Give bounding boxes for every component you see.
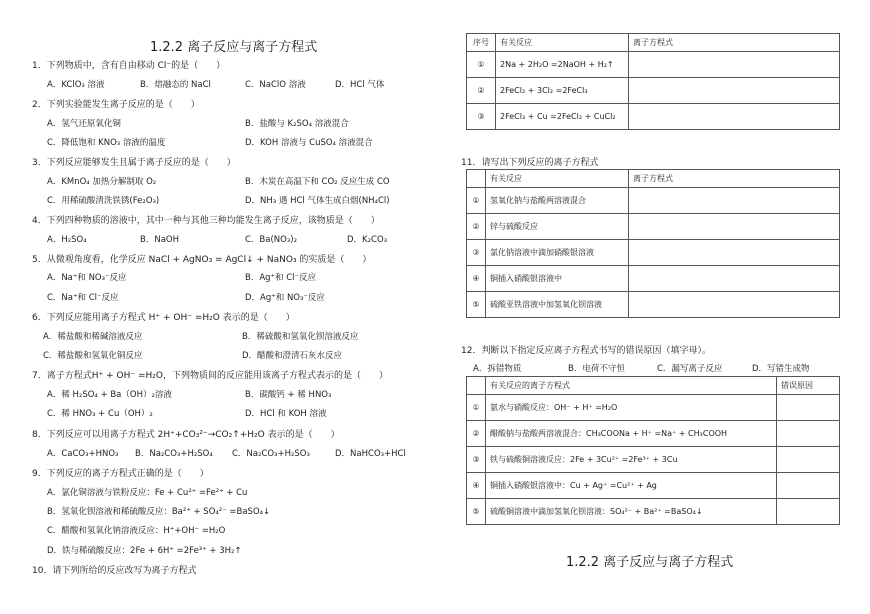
question-7-stem: 7．离子方程式H⁺ + OH⁻ =H₂O，下列物质间的反应能用该离子方程式表示的是（ ） [32, 371, 388, 381]
q2-option-b: B．盐酸与 K₂SO₄ 溶液混合 [245, 119, 349, 129]
row-number: ② [467, 421, 486, 447]
q4-option-a: A．H₂SO₄ [47, 235, 87, 245]
q12-option-d: D．写错生成物 [752, 364, 810, 374]
q2-option-d: D．KOH 溶液与 CuSO₄ 溶液混合 [245, 138, 373, 148]
reaction-cell: 铜插入硝酸银溶液中 [486, 266, 629, 292]
equation-cell: 氨水与硝酸反应：OH⁻ + H⁺ =H₂O [486, 395, 777, 421]
q8-option-d: D．NaHCO₃+HCl [335, 449, 406, 459]
question-5-stem: 5．从微观角度看，化学反应 NaCl + AgNO₃ = AgCl↓ + NaNO₃ 的实质是（ ） [32, 255, 372, 265]
q10-table [466, 33, 840, 130]
reason-answer-cell[interactable] [777, 499, 840, 525]
q2-option-c: C．降低饱和 KNO₃ 溶液的温度 [47, 138, 166, 148]
q8-option-c: C．Na₂CO₃+H₂SO₃ [232, 449, 310, 459]
page-title-repeat: 1.2.2 离子反应与离子方程式 [566, 555, 734, 570]
row-number: ① [467, 395, 486, 421]
q8-option-a: A．CaCO₃+HNO₃ [47, 449, 119, 459]
q6-option-d: D．醋酸和澄清石灰水反应 [242, 351, 343, 361]
q3-option-b: B．木炭在高温下和 CO₂ 反应生成 CO [245, 177, 390, 187]
table-row [467, 447, 840, 473]
row-number: ④ [467, 266, 486, 292]
q3-option-a: A．KMnO₄ 加热分解制取 O₂ [47, 177, 157, 187]
table-row [467, 104, 840, 130]
question-9-stem: 9．下列反应的离子方程式正确的是（ ） [32, 469, 209, 479]
table-row [467, 52, 840, 78]
equation-cell: 醋酸钠与盐酸两溶液混合：CH₃COONa + H⁺ =Na⁺ + CH₃COOH [486, 421, 777, 447]
reaction-cell: 2FeCl₂ + 3Cl₂ =2FeCl₃ [496, 78, 629, 104]
row-number: ① [467, 188, 486, 214]
reaction-cell: 2FeCl₃ + Cu =2FeCl₂ + CuCl₂ [496, 104, 629, 130]
reason-answer-cell[interactable] [777, 473, 840, 499]
q7-option-d: D．HCl 和 KOH 溶液 [245, 409, 327, 419]
q12-option-c: C．漏写离子反应 [657, 364, 723, 374]
q11-table [466, 169, 840, 318]
table-row [467, 214, 840, 240]
q8-option-b: B．Na₂CO₃+H₂SO₄ [135, 449, 213, 459]
q9-option-b: B．氢氧化钡溶液和稀硫酸反应：Ba²⁺ + SO₄²⁻ =BaSO₄↓ [47, 507, 271, 517]
q3-option-d: D．NH₃ 遇 HCl 气体生成白烟(NH₄Cl) [245, 196, 390, 206]
question-3-stem: 3．下列反应能够发生且属于离子反应的是（ ） [32, 158, 236, 168]
question-2-stem: 2．下列实验能发生离子反应的是（ ） [32, 100, 200, 110]
q1-option-d: D．HCl 气体 [335, 80, 385, 90]
table-row [467, 78, 840, 104]
q9-option-a: A．氯化铜溶液与铁粉反应：Fe + Cu²⁺ =Fe²⁺ + Cu [47, 488, 248, 498]
row-number: ④ [467, 473, 486, 499]
q6-option-c: C．稀盐酸和氢氧化铜反应 [43, 351, 143, 361]
q6-option-a: A．稀盐酸和稀碱溶液反应 [43, 332, 143, 342]
q10-header-no: 序号 [467, 34, 496, 52]
q3-option-c: C．用稀硫酸清洗铁锈(Fe₂O₃) [47, 196, 160, 206]
q9-option-c: C．醋酸和氢氧化钠溶液反应：H⁺+OH⁻ =H₂O [47, 526, 226, 536]
q5-option-d: D．Ag⁺和 NO₃⁻反应 [245, 293, 325, 303]
row-number: ① [467, 52, 496, 78]
question-12-stem: 12．判断以下指定反应离子方程式书写的错误原因（填字母）。 [461, 346, 711, 356]
reason-answer-cell[interactable] [777, 395, 840, 421]
table-row [467, 266, 840, 292]
row-number: ② [467, 78, 496, 104]
reaction-cell: 氯化钠溶液中滴加硝酸银溶液 [486, 240, 629, 266]
q2-option-a: A．氢气还原氧化铜 [47, 119, 121, 129]
page-title: 1.2.2 离子反应与离子方程式 [150, 40, 318, 55]
equation-cell: 铜插入硝酸银溶液中：Cu + Ag⁺ =Cu²⁺ + Ag [486, 473, 777, 499]
question-6-stem: 6．下列反应能用离子方程式 H⁺ + OH⁻ =H₂O 表示的是（ ） [32, 313, 295, 323]
equation-answer-cell[interactable] [629, 292, 840, 318]
equation-answer-cell[interactable] [629, 240, 840, 266]
q11-header-no [467, 170, 486, 188]
question-10-stem: 10．请下列所给的反应改写为离子方程式 [32, 566, 197, 576]
reason-answer-cell[interactable] [777, 447, 840, 473]
q1-option-a: A．KClO₃ 溶液 [47, 80, 105, 90]
equation-answer-cell[interactable] [629, 104, 840, 130]
equation-answer-cell[interactable] [629, 188, 840, 214]
q11-header-reaction: 有关反应 [486, 170, 629, 188]
equation-answer-cell[interactable] [629, 214, 840, 240]
row-number: ② [467, 214, 486, 240]
table-row [467, 499, 840, 525]
q5-option-c: C．Na⁺和 Cl⁻反应 [47, 293, 119, 303]
q7-option-b: B．碳酸钙 + 稀 HNO₃ [245, 390, 332, 400]
q10-header-equation: 离子方程式 [629, 34, 840, 52]
row-number: ③ [467, 240, 486, 266]
equation-answer-cell[interactable] [629, 266, 840, 292]
reaction-cell: 氢氧化钠与盐酸两溶液混合 [486, 188, 629, 214]
q6-option-b: B．稀硫酸和氢氧化钡溶液反应 [242, 332, 359, 342]
q12-header-equation: 有关反应的离子方程式 [486, 377, 777, 395]
q5-option-b: B．Ag⁺和 Cl⁻反应 [245, 273, 317, 283]
q1-option-b: B．熔融态的 NaCl [140, 80, 211, 90]
row-number: ③ [467, 447, 486, 473]
row-number: ③ [467, 104, 496, 130]
q12-table [466, 376, 840, 525]
q4-option-c: C．Ba(NO₃)₂ [245, 235, 297, 245]
question-1-stem: 1．下列物质中，含有自由移动 Cl⁻的是（ ） [32, 61, 226, 71]
equation-answer-cell[interactable] [629, 78, 840, 104]
reaction-cell: 2Na + 2H₂O =2NaOH + H₂↑ [496, 52, 629, 78]
q12-option-a: A．拆错物质 [473, 364, 522, 374]
table-row [467, 395, 840, 421]
row-number: ⑤ [467, 499, 486, 525]
q7-option-c: C．稀 HNO₃ + Cu（OH）₂ [47, 409, 153, 419]
q4-option-d: D．K₂CO₃ [347, 235, 388, 245]
q7-option-a: A．稀 H₂SO₄ + Ba（OH）₂溶液 [47, 390, 172, 400]
reaction-cell: 锌与硫酸反应 [486, 214, 629, 240]
q12-header-no [467, 377, 486, 395]
table-row [467, 421, 840, 447]
table-row [467, 240, 840, 266]
question-11-stem: 11．请写出下列反应的离子方程式 [461, 158, 599, 168]
reason-answer-cell[interactable] [777, 421, 840, 447]
table-row [467, 473, 840, 499]
equation-answer-cell[interactable] [629, 52, 840, 78]
q12-option-b: B．电荷不守恒 [568, 364, 625, 374]
q12-header-reason: 错误原因 [777, 377, 840, 395]
q11-header-equation: 离子方程式 [629, 170, 840, 188]
equation-cell: 硫酸铜溶液中滴加氢氧化钡溶液：SO₄²⁻ + Ba²⁺ =BaSO₄↓ [486, 499, 777, 525]
table-row [467, 292, 840, 318]
q9-option-d: D．铁与稀硫酸反应：2Fe + 6H⁺ =2Fe³⁺ + 3H₂↑ [47, 546, 242, 556]
table-row [467, 188, 840, 214]
reaction-cell: 硫酸亚铁溶液中加氢氧化钡溶液 [486, 292, 629, 318]
row-number: ⑤ [467, 292, 486, 318]
question-8-stem: 8．下列反应可以用离子方程式 2H⁺+CO₃²⁻→CO₂↑+H₂O 表示的是（ ） [32, 430, 340, 440]
q1-option-c: C．NaClO 溶液 [245, 80, 306, 90]
question-4-stem: 4．下列四种物质的溶液中，其中一种与其他三种均能发生离子反应，该物质是（ ） [32, 216, 380, 226]
q4-option-b: B．NaOH [140, 235, 179, 245]
q10-header-reaction: 有关反应 [496, 34, 629, 52]
q5-option-a: A．Na⁺和 NO₃⁻反应 [47, 273, 127, 283]
equation-cell: 铁与硫酸铜溶液反应：2Fe + 3Cu²⁺ =2Fe³⁺ + 3Cu [486, 447, 777, 473]
